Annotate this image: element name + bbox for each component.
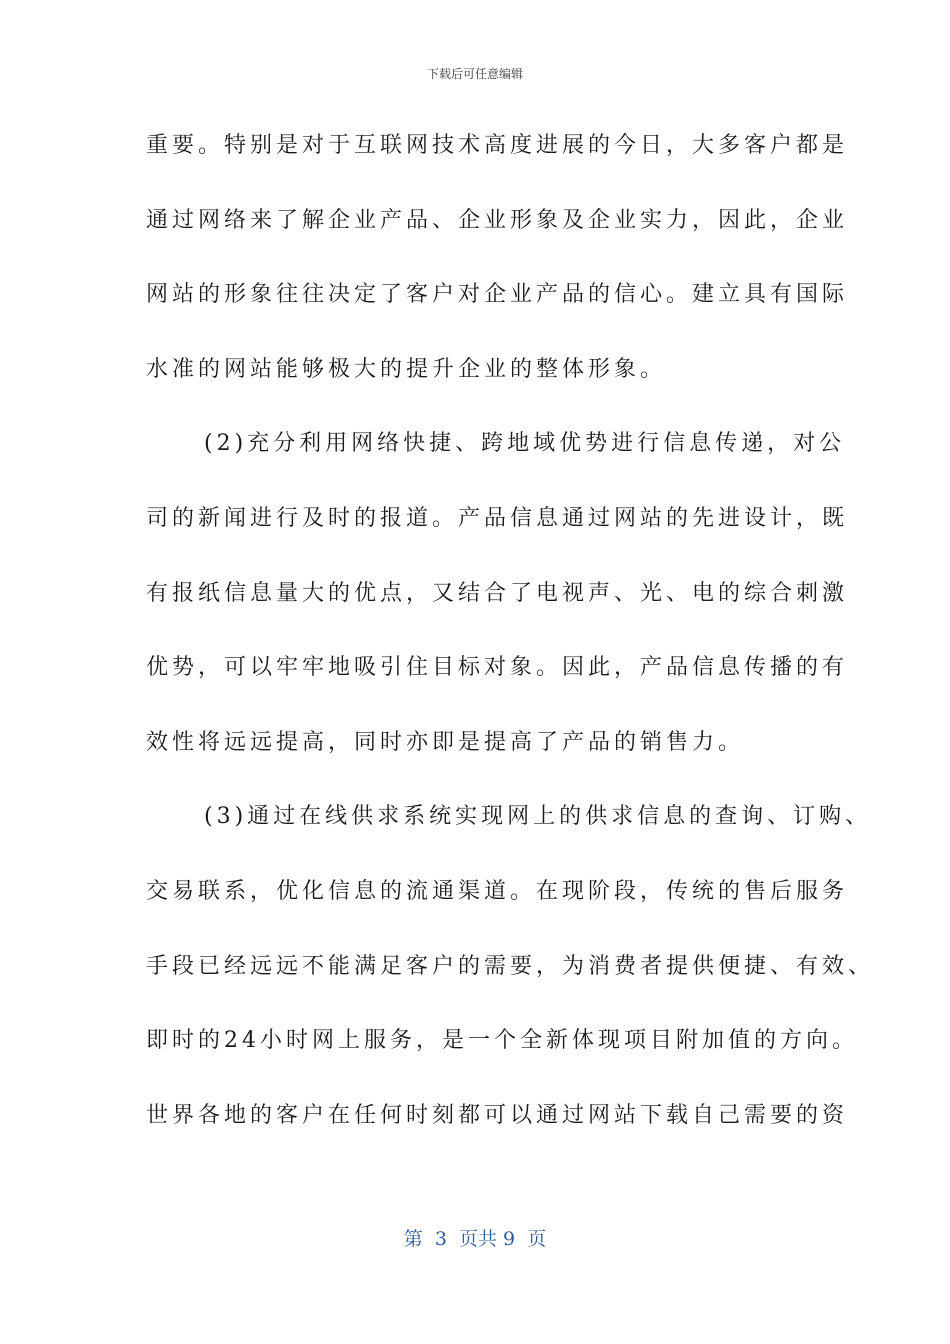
page-header: 下载后可任意编辑 [426,67,523,81]
text-line: 效性将远远提高，同时亦即是提高了产品的销售力。 [146,729,745,755]
page-footer [0,1226,950,1252]
text-line: 手段已经远远不能满足客户的需要，为消费者提供便捷、有效、 [146,953,875,979]
text-line: 优势，可以牢牢地吸引住目标对象。因此，产品信息传播的有 [146,655,849,681]
text-line: 网站的形象往往决定了客户对企业产品的信心。建立具有国际 [146,282,849,308]
text-line: 水准的网站能够极大的提升企业的整体形象。 [146,356,667,382]
text-line: 重要。特别是对于互联网技术高度进展的今日，大多客户都是 [146,133,849,158]
text-line: (3)通过在线供求系统实现网上的供求信息的查询、订购、 [204,804,872,830]
text-line: 有报纸信息量大的优点，又结合了电视声、光、电的综合刺激 [146,580,849,606]
text-line: (2)充分利用网络快捷、跨地域优势进行信息传递，对公 [204,431,846,457]
text-line: 世界各地的客户在任何时刻都可以通过网站下载自己需要的资 [146,1102,849,1128]
document-body [146,124,875,1168]
text-line: 通过网络来了解企业产品、企业形象及企业实力，因此，企业 [146,207,849,233]
page-number-label: 第 3 页共 9 页 [403,1228,547,1250]
text-line: 即时的24小时网上服务，是一个全新体现项目附加值的方向。 [146,1028,858,1054]
text-line: 交易联系，优化信息的流通渠道。在现阶段，传统的售后服务 [146,878,849,904]
text-line: 司的新闻进行及时的报道。产品信息通过网站的先进设计，既 [146,505,849,531]
